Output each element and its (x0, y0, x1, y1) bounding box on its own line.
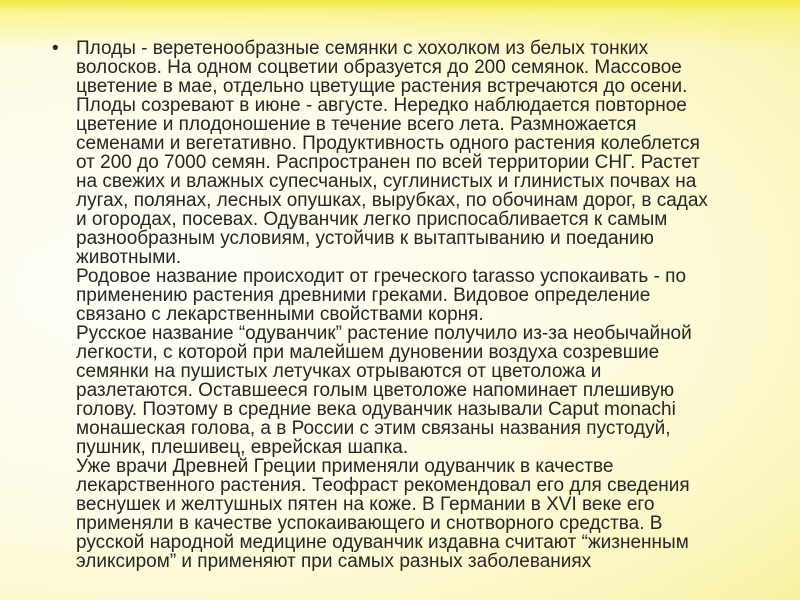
text-line: семенами и вегетативно. Продуктивность одного растения колеблется (76, 133, 700, 154)
text-line: Плоды - веретенообразные семянки с хохолком из белых тонких (76, 38, 649, 59)
text-line: русской народной медицине одуванчик издавна считают “жизненным (76, 532, 689, 553)
text-line: животными. (76, 247, 182, 268)
text-line: семянки на пушистых летучках отрываются от цветоложа и (76, 361, 602, 382)
text-line: эликсиром” и применяют при самых разных заболеваниях (76, 551, 592, 572)
text-line: цветение и плодоношение в течение всего лета. Размножается (76, 114, 637, 135)
text-line: веснушек и желтушных пятен на коже. В Германии в XVI веке его (76, 494, 655, 515)
text-line: разнообразным условиям, устойчив к вытаптыванию и поеданию (76, 228, 654, 249)
bullet-paragraph-text (76, 39, 708, 571)
text-line: Русское название “одуванчик” растение получило из-за необычайной (76, 323, 692, 344)
text-line: монашеская голова, а в России с этим связаны названия пустодуй, (76, 418, 671, 439)
text-line: применению растения древними греками. Видовое определение (76, 285, 651, 306)
bullet-marker: • (52, 38, 59, 59)
text-line: легкости, с которой при малейшем дуновении воздуха созревшие (76, 342, 660, 363)
text-line: цветение в мае, отдельно цветущие растения встречаются до осени. (76, 76, 688, 97)
text-line: пушник, плешивец, еврейская шапка. (76, 437, 409, 458)
text-line: на свежих и влажных супесчаных, суглинистых и глинистых почвах на (76, 171, 697, 192)
text-line: связано с лекарственными свойствами корня. (76, 304, 484, 325)
text-line: Уже врачи Древней Греции применяли одуванчик в качестве (76, 456, 614, 477)
text-line: разлетаются. Оставшееся голым цветоложе напоминает плешивую (76, 380, 675, 401)
text-line: лугах, полянах, лесных опушках, вырубках, по обочинам дорог, в садах (76, 190, 708, 211)
text-line: голову. Поэтому в средние века одуванчик называли Caput monachi (76, 399, 676, 420)
text-line: лекарственного растения. Теофраст рекомендовал его для сведения (76, 475, 690, 496)
text-line: от 200 до 7000 семян. Распространен по всей территории СНГ. Растет (76, 152, 700, 173)
text-line: и огородах, посевах. Одуванчик легко приспосабливается к самым (76, 209, 668, 230)
text-line: Родовое название происходит от греческого tarasso успокаивать - по (76, 266, 687, 287)
text-line: применяли в качестве успокаивающего и снотворного средства. В (76, 513, 663, 534)
text-line: волосков. На одном соцветии образуется до 200 семянок. Массовое (76, 57, 682, 78)
text-line: Плоды созревают в июне - августе. Нередко наблюдается повторное (76, 95, 687, 116)
